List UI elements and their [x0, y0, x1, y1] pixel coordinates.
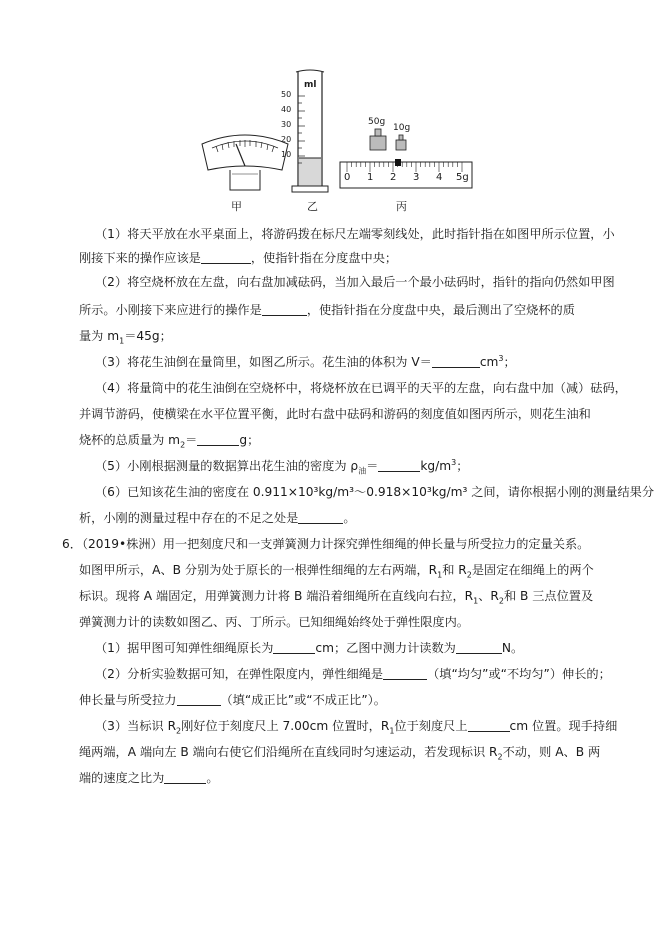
q6-part1-text-b: cm；乙图中测力计读数为 [315, 641, 456, 655]
ruler-tick-label: 2 [390, 172, 397, 183]
subscript: 2 [180, 440, 186, 450]
q6-part3-text-d: cm 位置。现手持细 [509, 719, 618, 733]
q5-part4-line1 [95, 380, 627, 396]
q5-part2-line3 [79, 328, 172, 344]
q6-line3 [79, 614, 469, 630]
q6-part3-line3 [79, 770, 219, 786]
q5-part5-text-c: kg/m [420, 459, 452, 473]
subscript: 油 [358, 466, 367, 476]
answer-blank[interactable] [273, 641, 315, 654]
q6-part2-text-d: （填“成正比”或“不成正比”）。 [220, 693, 386, 707]
q5-part4-text-d: ＝ [185, 433, 198, 447]
cylinder-unit-label: ml [304, 80, 317, 90]
q6-part3-text-c: 位于刻度尺上 [394, 719, 468, 733]
q6-part1-text-c: N。 [501, 641, 524, 655]
q6-header-text: （2019•株洲）用一把刻度尺和一支弹簧测力计探究弹性细绳的伸长量与所受拉力的定量关系。 [81, 537, 590, 551]
q5-part2-line2 [79, 302, 575, 318]
q5-part2-text-c: ，使指针指在分度盘中央，最后测出了空烧杯的质 [306, 303, 575, 317]
q5-part2-text-a: （2）将空烧杯放在左盘，向右盘加减砝码，当加入最后一个最小砝码时，指针的指向仍然如甲图 [95, 275, 615, 289]
superscript: 3 [498, 353, 504, 363]
superscript: 3 [451, 457, 457, 467]
ruler-tick-label: 0 [344, 172, 351, 183]
q6-part2-text-c: 伸长量与所受拉力 [79, 693, 177, 707]
answer-blank[interactable] [197, 433, 239, 446]
q5-part2-text-b: 所示。小刚接下来应进行的操作是 [79, 303, 262, 317]
q6-text-1a: 如图甲所示，A、B 分别为处于原长的一根弹性细绳的左右两端，R [79, 563, 438, 577]
ruler-tick-label: 5g [456, 172, 469, 183]
q5-part6-text-b: 析，小刚的测量过程中存在的不足之处是 [79, 511, 299, 525]
q5-part5-text-a: （5）小刚根据测量的数据算出花生油的密度为 ρ [95, 459, 359, 473]
q5-part5-line [95, 458, 468, 474]
subscript: 2 [497, 752, 503, 762]
answer-blank[interactable] [164, 771, 206, 784]
ruler-tick-label: 4 [436, 172, 443, 183]
answer-blank[interactable] [383, 667, 427, 680]
q5-part5-text-d: ； [456, 459, 469, 473]
q6-text-2b: 、R [478, 589, 499, 603]
rider-scale [340, 159, 472, 188]
weight-label: 50g [368, 117, 386, 127]
subscript: 1 [119, 336, 125, 346]
q6-text-1b: 和 R [442, 563, 467, 577]
q5-part1-text-b: 刚接下来的操作应该是 [79, 251, 201, 265]
q5-part2-text-d: 量为 m [79, 329, 120, 343]
ruler-tick-label: 3 [413, 172, 420, 183]
cylinder-tick-label: 30 [281, 120, 292, 129]
q6-part3-line2 [79, 744, 600, 760]
q5-part3-text-c: ； [503, 355, 516, 369]
q6-part2-text-b: （填“均匀”或“不均匀”）伸长的； [427, 667, 611, 681]
answer-blank[interactable] [201, 251, 251, 264]
balance-scale-dial [202, 135, 288, 190]
cylinder-tick-label: 50 [281, 90, 292, 99]
q5-part1-text-a: （1）将天平放在水平桌面上，将游码拨在标尺左端零刻线处，此时指针指在如图甲所示位置，小 [95, 227, 615, 241]
q5-part6-text-c: 。 [343, 511, 356, 525]
q6-part2-text-a: （2）分析实验数据可知，在弹性限度内，弹性细绳是 [95, 667, 384, 681]
answer-blank[interactable] [177, 693, 221, 706]
cylinder-tick-label: 10 [281, 150, 292, 159]
subscript: 2 [498, 596, 504, 606]
q5-part4-text-e: g； [239, 433, 260, 447]
subscript: 1 [473, 596, 479, 606]
subscript: 2 [176, 726, 182, 736]
q5-part3-line [95, 354, 516, 370]
q6-part1-text-a: （1）据甲图可知弹性细绳原长为 [95, 641, 274, 655]
answer-blank[interactable] [262, 303, 307, 316]
q5-part6-line1 [95, 484, 654, 500]
figure-caption-bing: 丙 [396, 200, 407, 213]
q6-text-3: 弹簧测力计的读数如图乙、丙、丁所示。已知细绳始终处于弹性限度内。 [79, 615, 469, 629]
experiment-figure [190, 66, 480, 212]
q5-part4-text-b: 并调节游码，使横梁在水平位置平衡，此时右盘中砝码和游码的刻度值如图丙所示，则花生油和 [79, 407, 591, 421]
q5-part6-line2 [79, 510, 356, 526]
cylinder-tick-label: 40 [281, 105, 292, 114]
answer-blank[interactable] [456, 641, 502, 654]
q6-part3-text-g: 端的速度之比为 [79, 771, 165, 785]
q6-text-1c: 是固定在细绳上的两个 [471, 563, 594, 577]
q6-part2-line2 [79, 692, 386, 708]
q5-part2-line1 [95, 274, 615, 290]
q6-part3-text-e: 绳两端，A 端向左 B 端向右使它们沿绳所在直线同时匀速运动，若发现标识 R [79, 745, 498, 759]
q6-part2-line1 [95, 666, 611, 682]
cylinder-tick-label: 20 [281, 135, 292, 144]
q6-part3-text-a: （3）当标识 R [95, 719, 177, 733]
figure-drawing [190, 66, 480, 212]
q5-part3-text-a: （3）将花生油倒在量筒里，如图乙所示。花生油的体积为 V＝ [95, 355, 432, 369]
q6-part3-line1 [95, 718, 617, 734]
q5-part4-text-a: （4）将量筒中的花生油倒在空烧杯中，将烧杯放在已调平的天平的左盘，向右盘中加（减）砝码， [95, 381, 627, 395]
q5-part4-line2 [79, 406, 591, 422]
q5-part5-text-b: ＝ [366, 459, 379, 473]
weight-label: 10g [393, 123, 411, 133]
q6-part3-text-h: 。 [206, 771, 219, 785]
subscript: 1 [389, 726, 395, 736]
q5-part6-text-a: （6）已知该花生油的密度在 0.911×10³kg/m³～0.918×10³kg/m³ 之间，请你根据小刚的测量结果分 [95, 485, 655, 499]
answer-blank[interactable] [378, 459, 420, 472]
q5-part1-line2 [79, 250, 397, 266]
q6-part1-line [95, 640, 523, 656]
q6-line1 [79, 562, 594, 578]
q5-part1-text-c: ，使指针指在分度盘中央； [250, 251, 398, 265]
q5-part2-text-e: ＝45g； [124, 329, 172, 343]
subscript: 1 [437, 570, 443, 580]
q5-part4-line3 [79, 432, 259, 448]
q6-header-line [62, 536, 589, 552]
question-number: 6． [62, 537, 82, 551]
q5-part1-line1 [95, 226, 615, 242]
q6-part3-text-f: 不动，则 A、B 两 [502, 745, 601, 759]
q6-line2 [79, 588, 593, 604]
answer-blank[interactable] [298, 511, 343, 524]
figure-caption-yi: 乙 [307, 200, 318, 213]
q6-text-2a: 标识。现将 A 端固定，用弹簧测力计将 B 端沿着细绳所在直线向右拉，R [79, 589, 474, 603]
answer-blank[interactable] [432, 355, 480, 368]
q6-text-2c: 和 B 三点位置及 [503, 589, 594, 603]
figure-caption-jia: 甲 [231, 200, 242, 213]
answer-blank[interactable] [468, 719, 510, 732]
q5-part3-text-b: cm [479, 355, 499, 369]
q5-part4-text-c: 烧杯的总质量为 m [79, 433, 181, 447]
subscript: 2 [466, 570, 472, 580]
q6-part3-text-b: 刚好位于刻度尺上 7.00cm 位置时，R [181, 719, 390, 733]
ruler-tick-label: 1 [367, 172, 374, 183]
